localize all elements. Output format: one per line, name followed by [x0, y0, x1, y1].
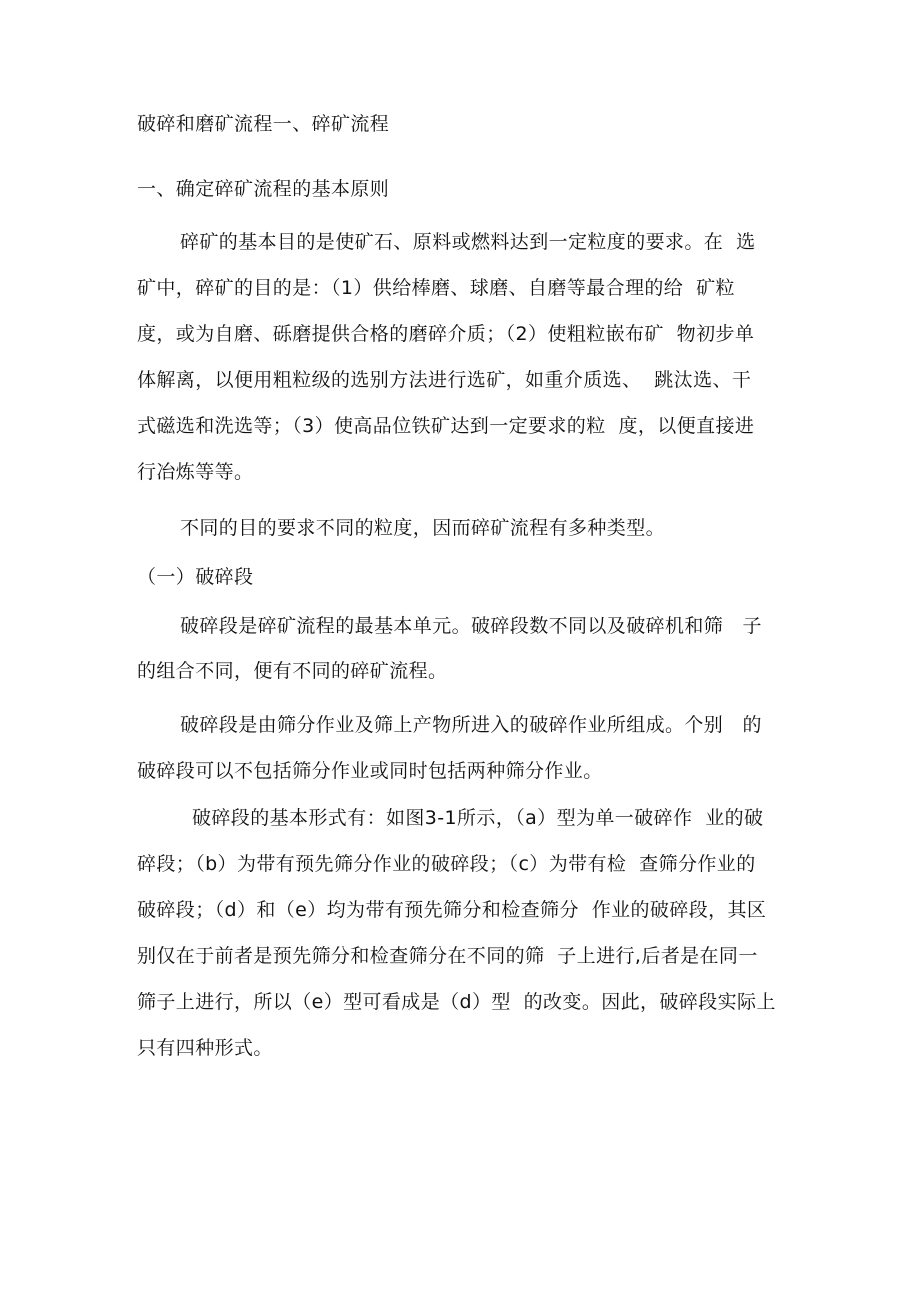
paragraph-line: 式磁选和洗选等；（3）使高品位铁矿达到一定要求的粒 度，以便直接进: [137, 415, 755, 437]
paragraph-line: 破碎段是由筛分作业及筛上产物所进入的破碎作业所组成。个别 的: [180, 714, 762, 736]
paragraph-line: 筛子上进行，所以（e）型可看成是（d）型 的改变。因此，破碎段实际上: [137, 991, 776, 1013]
paragraph-line: 破碎段可以不包括筛分作业或同时包括两种筛分作业。: [137, 760, 603, 782]
paragraph-line: 破碎段的基本形式有：如图3-1所示，（a）型为单一破碎作 业的破: [192, 807, 764, 829]
paragraph-line: 不同的目的要求不同的粒度，因而碎矿流程有多种类型。: [180, 517, 666, 539]
paragraph-line: 的组合不同，便有不同的碎矿流程。: [137, 660, 448, 682]
paragraph-line: 度，或为自磨、砾磨提供合格的磨碎介质；（2）使粗粒嵌布矿 物初步单: [137, 323, 755, 345]
paragraph-line: 碎矿的基本目的是使矿石、原料或燃料达到一定粒度的要求。在 选: [180, 231, 756, 253]
subsection-heading: （一）破碎段: [137, 566, 254, 588]
paragraph-line: 碎段；（b）为带有预先筛分作业的破碎段；（c）为带有检 查筛分作业的: [137, 853, 756, 875]
paragraph-line: 别仅在于前者是预先筛分和检查筛分在不同的筛 子上进行,后者是在同一: [137, 945, 758, 967]
document-title: 破碎和磨矿流程一、碎矿流程: [137, 113, 390, 135]
paragraph-line: 行冶炼等等。: [137, 461, 254, 483]
paragraph-line: 矿中，碎矿的目的是：（1）供给棒磨、球磨、自磨等最合理的给 矿粒: [137, 277, 735, 299]
paragraph-line: 体解离，以便用粗粒级的选别方法进行选矿，如重介质选、 跳汰选、干: [137, 369, 752, 391]
section-heading: 一、确定碎矿流程的基本原则: [137, 178, 390, 200]
paragraph-line: 破碎段是碎矿流程的最基本单元。破碎段数不同以及破碎机和筛 子: [180, 615, 762, 637]
paragraph-line: 只有四种形式。: [137, 1037, 273, 1059]
paragraph-line: 破碎段；（d）和（e）均为带有预先筛分和检查筛分 作业的破碎段，其区: [137, 899, 767, 921]
